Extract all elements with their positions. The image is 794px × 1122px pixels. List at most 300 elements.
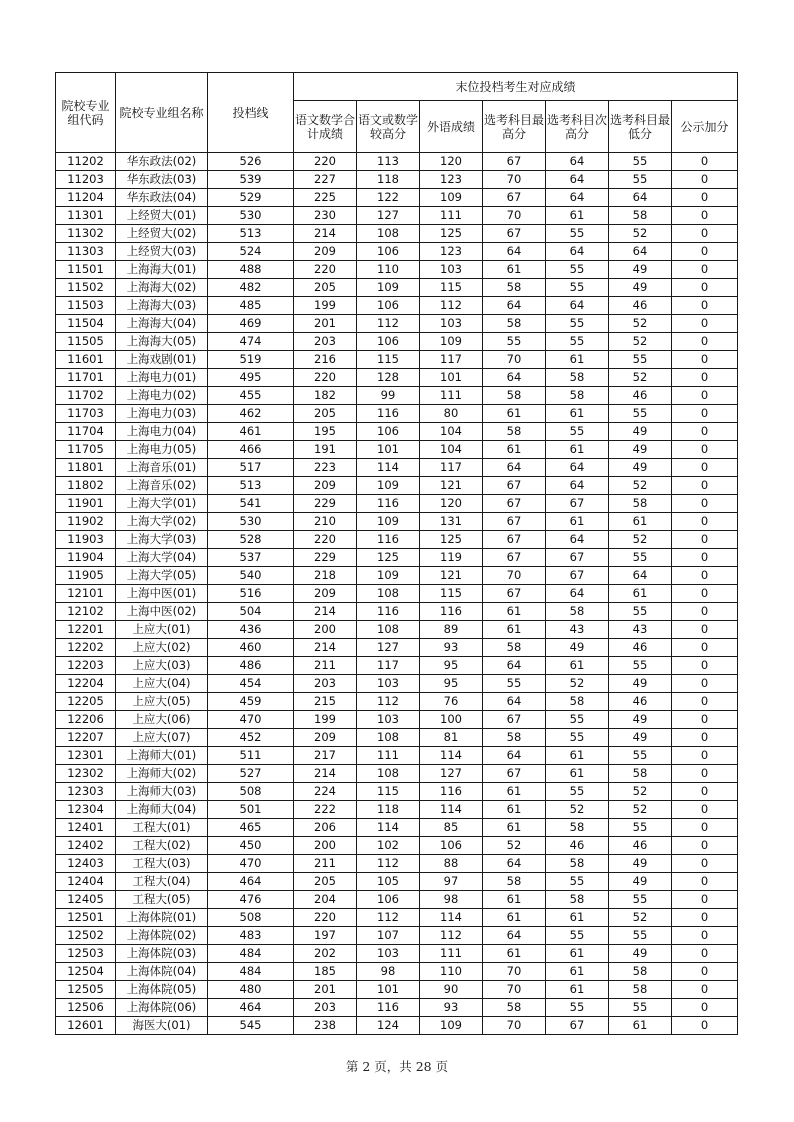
cell-chinese-math-total: 185 [294,963,357,981]
cell-elective-lowest: 58 [609,963,672,981]
cell-bonus: 0 [672,621,738,639]
cell-foreign-language: 117 [420,459,483,477]
cell-foreign-language: 95 [420,675,483,693]
cell-chinese-or-math-high: 108 [357,585,420,603]
cell-group-code: 11303 [56,243,116,261]
cell-cutoff: 524 [208,243,294,261]
cell-group-code: 12205 [56,693,116,711]
cell-chinese-math-total: 214 [294,603,357,621]
cell-chinese-or-math-high: 116 [357,531,420,549]
cell-elective-highest: 61 [483,441,546,459]
cell-chinese-or-math-high: 116 [357,405,420,423]
cell-group-code: 11302 [56,225,116,243]
cell-chinese-math-total: 206 [294,819,357,837]
cell-chinese-or-math-high: 109 [357,567,420,585]
cell-group-name: 上海海大(02) [116,279,208,297]
cell-group-name: 上海大学(05) [116,567,208,585]
table-row [56,405,738,423]
cell-elective-lowest: 55 [609,153,672,171]
cell-foreign-language: 114 [420,909,483,927]
table-row [56,225,738,243]
cell-bonus: 0 [672,765,738,783]
cell-elective-second: 46 [546,837,609,855]
table-row [56,441,738,459]
cell-bonus: 0 [672,693,738,711]
cell-foreign-language: 89 [420,621,483,639]
cell-foreign-language: 119 [420,549,483,567]
cell-elective-highest: 64 [483,855,546,873]
cell-elective-second: 58 [546,855,609,873]
cell-elective-lowest: 49 [609,945,672,963]
cell-foreign-language: 81 [420,729,483,747]
cell-elective-lowest: 49 [609,675,672,693]
cell-chinese-or-math-high: 117 [357,657,420,675]
cell-foreign-language: 85 [420,819,483,837]
cell-cutoff: 513 [208,477,294,495]
cell-group-code: 11703 [56,405,116,423]
cell-cutoff: 464 [208,873,294,891]
cell-group-code: 12101 [56,585,116,603]
cell-elective-second: 55 [546,261,609,279]
cell-elective-second: 58 [546,603,609,621]
cell-group-code: 12304 [56,801,116,819]
cell-elective-lowest: 55 [609,891,672,909]
cell-group-name: 上经贸大(01) [116,207,208,225]
table-row [56,729,738,747]
cell-foreign-language: 112 [420,927,483,945]
cell-elective-highest: 58 [483,423,546,441]
cell-chinese-or-math-high: 112 [357,693,420,711]
cell-elective-second: 67 [546,567,609,585]
cell-foreign-language: 116 [420,783,483,801]
cell-elective-second: 64 [546,531,609,549]
table-row [56,351,738,369]
cell-group-code: 12504 [56,963,116,981]
cell-elective-lowest: 64 [609,567,672,585]
page-footer: 第 2 页，共 28 页 [345,1059,449,1074]
cell-group-code: 11202 [56,153,116,171]
cell-bonus: 0 [672,981,738,999]
table-row [56,765,738,783]
cell-group-name: 上海中医(02) [116,603,208,621]
cell-foreign-language: 109 [420,333,483,351]
cell-elective-second: 64 [546,171,609,189]
cell-chinese-math-total: 210 [294,513,357,531]
cell-bonus: 0 [672,999,738,1017]
cell-bonus: 0 [672,819,738,837]
cell-group-name: 上海电力(01) [116,369,208,387]
cell-group-name: 上应大(03) [116,657,208,675]
cell-bonus: 0 [672,567,738,585]
cell-cutoff: 517 [208,459,294,477]
cell-elective-highest: 67 [483,495,546,513]
header-elective-lowest: 选考科目最低分 [609,101,672,153]
cell-elective-second: 55 [546,279,609,297]
cell-elective-second: 61 [546,909,609,927]
cell-group-code: 11901 [56,495,116,513]
cell-bonus: 0 [672,783,738,801]
cell-chinese-math-total: 216 [294,351,357,369]
cell-group-code: 11802 [56,477,116,495]
cell-chinese-or-math-high: 106 [357,297,420,315]
cell-bonus: 0 [672,513,738,531]
table-row [56,495,738,513]
table-row [56,297,738,315]
cell-elective-highest: 70 [483,171,546,189]
cell-cutoff: 486 [208,657,294,675]
cell-foreign-language: 110 [420,963,483,981]
cell-elective-lowest: 52 [609,225,672,243]
cell-chinese-or-math-high: 106 [357,333,420,351]
cell-bonus: 0 [672,495,738,513]
table-row [56,909,738,927]
cell-group-name: 工程大(02) [116,837,208,855]
cell-chinese-or-math-high: 106 [357,243,420,261]
cell-elective-lowest: 55 [609,171,672,189]
cell-cutoff: 455 [208,387,294,405]
cell-group-code: 12207 [56,729,116,747]
table-row [56,531,738,549]
cell-chinese-math-total: 214 [294,639,357,657]
cell-foreign-language: 101 [420,369,483,387]
cell-cutoff: 480 [208,981,294,999]
cell-bonus: 0 [672,405,738,423]
cell-elective-second: 61 [546,441,609,459]
cell-group-code: 11704 [56,423,116,441]
cell-bonus: 0 [672,531,738,549]
cell-chinese-math-total: 225 [294,189,357,207]
cell-elective-second: 52 [546,801,609,819]
cell-foreign-language: 121 [420,567,483,585]
cell-group-code: 12102 [56,603,116,621]
cell-chinese-math-total: 201 [294,981,357,999]
cell-group-name: 上海电力(02) [116,387,208,405]
cell-elective-highest: 67 [483,189,546,207]
cell-group-code: 12201 [56,621,116,639]
cell-elective-highest: 67 [483,549,546,567]
cell-chinese-math-total: 203 [294,675,357,693]
cell-elective-lowest: 46 [609,837,672,855]
cell-elective-highest: 61 [483,261,546,279]
cell-group-name: 海医大(01) [116,1017,208,1035]
cell-elective-lowest: 55 [609,747,672,765]
cell-bonus: 0 [672,891,738,909]
cell-foreign-language: 121 [420,477,483,495]
cell-elective-lowest: 61 [609,1017,672,1035]
cell-chinese-or-math-high: 114 [357,459,420,477]
cell-elective-second: 43 [546,621,609,639]
cell-cutoff: 469 [208,315,294,333]
cell-cutoff: 476 [208,891,294,909]
cell-group-name: 上海电力(04) [116,423,208,441]
cell-group-name: 上海师大(01) [116,747,208,765]
cell-group-code: 12404 [56,873,116,891]
cell-chinese-math-total: 220 [294,531,357,549]
cell-chinese-math-total: 197 [294,927,357,945]
cell-chinese-or-math-high: 103 [357,945,420,963]
cell-chinese-or-math-high: 108 [357,225,420,243]
cell-group-code: 11503 [56,297,116,315]
cell-bonus: 0 [672,945,738,963]
table-row [56,891,738,909]
cell-cutoff: 482 [208,279,294,297]
table-row [56,981,738,999]
cell-foreign-language: 120 [420,495,483,513]
table-row [56,315,738,333]
cell-group-code: 12203 [56,657,116,675]
cell-bonus: 0 [672,747,738,765]
cell-cutoff: 464 [208,999,294,1017]
cell-group-name: 上海音乐(01) [116,459,208,477]
cell-group-name: 上海大学(04) [116,549,208,567]
table-row [56,783,738,801]
cell-cutoff: 541 [208,495,294,513]
cell-cutoff: 511 [208,747,294,765]
cell-elective-lowest: 58 [609,765,672,783]
cell-elective-highest: 58 [483,387,546,405]
cell-chinese-math-total: 209 [294,243,357,261]
table-row [56,189,738,207]
cell-chinese-or-math-high: 113 [357,153,420,171]
cell-chinese-or-math-high: 108 [357,729,420,747]
cell-elective-highest: 61 [483,405,546,423]
cell-elective-lowest: 52 [609,369,672,387]
cell-elective-second: 67 [546,495,609,513]
cell-bonus: 0 [672,909,738,927]
cell-bonus: 0 [672,927,738,945]
cell-chinese-or-math-high: 109 [357,513,420,531]
table-row [56,963,738,981]
cell-foreign-language: 80 [420,405,483,423]
cell-group-code: 12505 [56,981,116,999]
cell-chinese-math-total: 205 [294,873,357,891]
cell-elective-second: 64 [546,477,609,495]
cell-group-name: 上海体院(04) [116,963,208,981]
cell-chinese-math-total: 220 [294,909,357,927]
cell-elective-highest: 55 [483,333,546,351]
cell-elective-highest: 64 [483,243,546,261]
cell-group-code: 11204 [56,189,116,207]
cell-elective-highest: 61 [483,603,546,621]
cell-elective-highest: 67 [483,585,546,603]
cell-elective-highest: 61 [483,909,546,927]
cell-foreign-language: 109 [420,189,483,207]
cell-chinese-or-math-high: 103 [357,675,420,693]
cell-elective-lowest: 46 [609,693,672,711]
cell-cutoff: 539 [208,171,294,189]
cell-chinese-math-total: 200 [294,837,357,855]
cell-chinese-math-total: 200 [294,621,357,639]
table-row [56,423,738,441]
cell-group-name: 上经贸大(02) [116,225,208,243]
cell-elective-highest: 61 [483,945,546,963]
cell-elective-highest: 67 [483,765,546,783]
cell-group-name: 上海海大(05) [116,333,208,351]
table-row [56,567,738,585]
cell-elective-second: 58 [546,891,609,909]
cell-elective-lowest: 64 [609,243,672,261]
cell-cutoff: 504 [208,603,294,621]
cell-group-name: 工程大(05) [116,891,208,909]
cell-group-code: 11301 [56,207,116,225]
cell-group-code: 12503 [56,945,116,963]
cell-bonus: 0 [672,261,738,279]
cell-cutoff: 459 [208,693,294,711]
cell-group-name: 上海音乐(02) [116,477,208,495]
cell-cutoff: 484 [208,945,294,963]
cell-bonus: 0 [672,423,738,441]
header-foreign-language: 外语成绩 [420,101,483,153]
cell-chinese-math-total: 227 [294,171,357,189]
cell-group-code: 12601 [56,1017,116,1035]
cell-chinese-or-math-high: 118 [357,801,420,819]
cell-chinese-or-math-high: 116 [357,999,420,1017]
table-row [56,621,738,639]
cell-chinese-or-math-high: 115 [357,783,420,801]
cell-bonus: 0 [672,297,738,315]
cell-group-name: 上海大学(01) [116,495,208,513]
cell-group-name: 上海师大(02) [116,765,208,783]
cell-bonus: 0 [672,369,738,387]
cell-elective-highest: 58 [483,279,546,297]
cell-elective-lowest: 58 [609,207,672,225]
cell-foreign-language: 111 [420,207,483,225]
cell-bonus: 0 [672,675,738,693]
cell-bonus: 0 [672,387,738,405]
cell-bonus: 0 [672,459,738,477]
cell-foreign-language: 111 [420,945,483,963]
cell-group-code: 11902 [56,513,116,531]
cell-elective-lowest: 52 [609,333,672,351]
cell-bonus: 0 [672,279,738,297]
cell-elective-highest: 67 [483,513,546,531]
cell-cutoff: 501 [208,801,294,819]
cell-elective-second: 67 [546,1017,609,1035]
cell-bonus: 0 [672,729,738,747]
cell-cutoff: 485 [208,297,294,315]
cell-bonus: 0 [672,711,738,729]
cell-chinese-or-math-high: 112 [357,315,420,333]
table-body [56,153,738,1035]
cell-elective-second: 61 [546,657,609,675]
cell-elective-second: 49 [546,639,609,657]
cell-elective-lowest: 55 [609,405,672,423]
cell-group-code: 12206 [56,711,116,729]
header-cutoff: 投档线 [208,73,294,153]
cell-elective-second: 61 [546,945,609,963]
cell-elective-second: 67 [546,549,609,567]
table-row [56,711,738,729]
cell-elective-second: 55 [546,729,609,747]
cell-chinese-math-total: 182 [294,387,357,405]
header-elective-second: 选考科目次高分 [546,101,609,153]
cell-chinese-math-total: 230 [294,207,357,225]
cell-group-name: 华东政法(03) [116,171,208,189]
cell-cutoff: 540 [208,567,294,585]
cell-elective-second: 64 [546,243,609,261]
cell-cutoff: 513 [208,225,294,243]
table-row [56,675,738,693]
cell-chinese-math-total: 220 [294,153,357,171]
cell-elective-lowest: 49 [609,711,672,729]
cell-bonus: 0 [672,639,738,657]
cell-chinese-or-math-high: 112 [357,909,420,927]
header-group-code: 院校专业组代码 [56,73,116,153]
cell-cutoff: 530 [208,207,294,225]
cell-group-code: 12302 [56,765,116,783]
cell-group-name: 上海海大(04) [116,315,208,333]
cell-chinese-math-total: 205 [294,405,357,423]
cell-elective-highest: 61 [483,819,546,837]
table-row [56,693,738,711]
table-row [56,333,738,351]
cell-chinese-or-math-high: 101 [357,981,420,999]
cell-foreign-language: 93 [420,639,483,657]
header-group-name: 院校专业组名称 [116,73,208,153]
cell-group-name: 上海大学(03) [116,531,208,549]
cell-group-code: 12204 [56,675,116,693]
cell-group-code: 11801 [56,459,116,477]
cell-bonus: 0 [672,657,738,675]
cell-elective-lowest: 52 [609,783,672,801]
cell-bonus: 0 [672,441,738,459]
cell-group-code: 11203 [56,171,116,189]
cell-chinese-math-total: 220 [294,369,357,387]
cell-bonus: 0 [672,603,738,621]
cell-elective-second: 55 [546,711,609,729]
cell-chinese-or-math-high: 107 [357,927,420,945]
cell-group-name: 上海电力(05) [116,441,208,459]
cell-bonus: 0 [672,189,738,207]
cell-elective-highest: 61 [483,621,546,639]
table-row [56,549,738,567]
cell-chinese-or-math-high: 125 [357,549,420,567]
cell-elective-lowest: 46 [609,387,672,405]
cell-group-code: 11502 [56,279,116,297]
header-elective-highest: 选考科目最高分 [483,101,546,153]
cell-chinese-math-total: 222 [294,801,357,819]
cell-bonus: 0 [672,873,738,891]
header-bonus: 公示加分 [672,101,738,153]
cell-group-code: 12301 [56,747,116,765]
cell-elective-second: 55 [546,999,609,1017]
cell-bonus: 0 [672,225,738,243]
cell-elective-lowest: 49 [609,459,672,477]
cell-elective-highest: 61 [483,891,546,909]
table-row [56,927,738,945]
cell-elective-second: 61 [546,513,609,531]
cell-elective-highest: 64 [483,459,546,477]
cell-chinese-or-math-high: 108 [357,621,420,639]
cell-group-code: 11705 [56,441,116,459]
cell-cutoff: 483 [208,927,294,945]
admission-score-sheet [55,72,737,1035]
table-row [56,657,738,675]
score-table [55,72,738,1035]
cell-bonus: 0 [672,153,738,171]
cell-foreign-language: 95 [420,657,483,675]
cell-chinese-or-math-high: 127 [357,639,420,657]
cell-elective-second: 61 [546,405,609,423]
cell-chinese-or-math-high: 102 [357,837,420,855]
cell-bonus: 0 [672,963,738,981]
cell-foreign-language: 114 [420,801,483,819]
cell-group-code: 11702 [56,387,116,405]
cell-chinese-math-total: 224 [294,783,357,801]
cell-group-name: 上应大(07) [116,729,208,747]
cell-elective-lowest: 49 [609,279,672,297]
cell-elective-lowest: 49 [609,873,672,891]
